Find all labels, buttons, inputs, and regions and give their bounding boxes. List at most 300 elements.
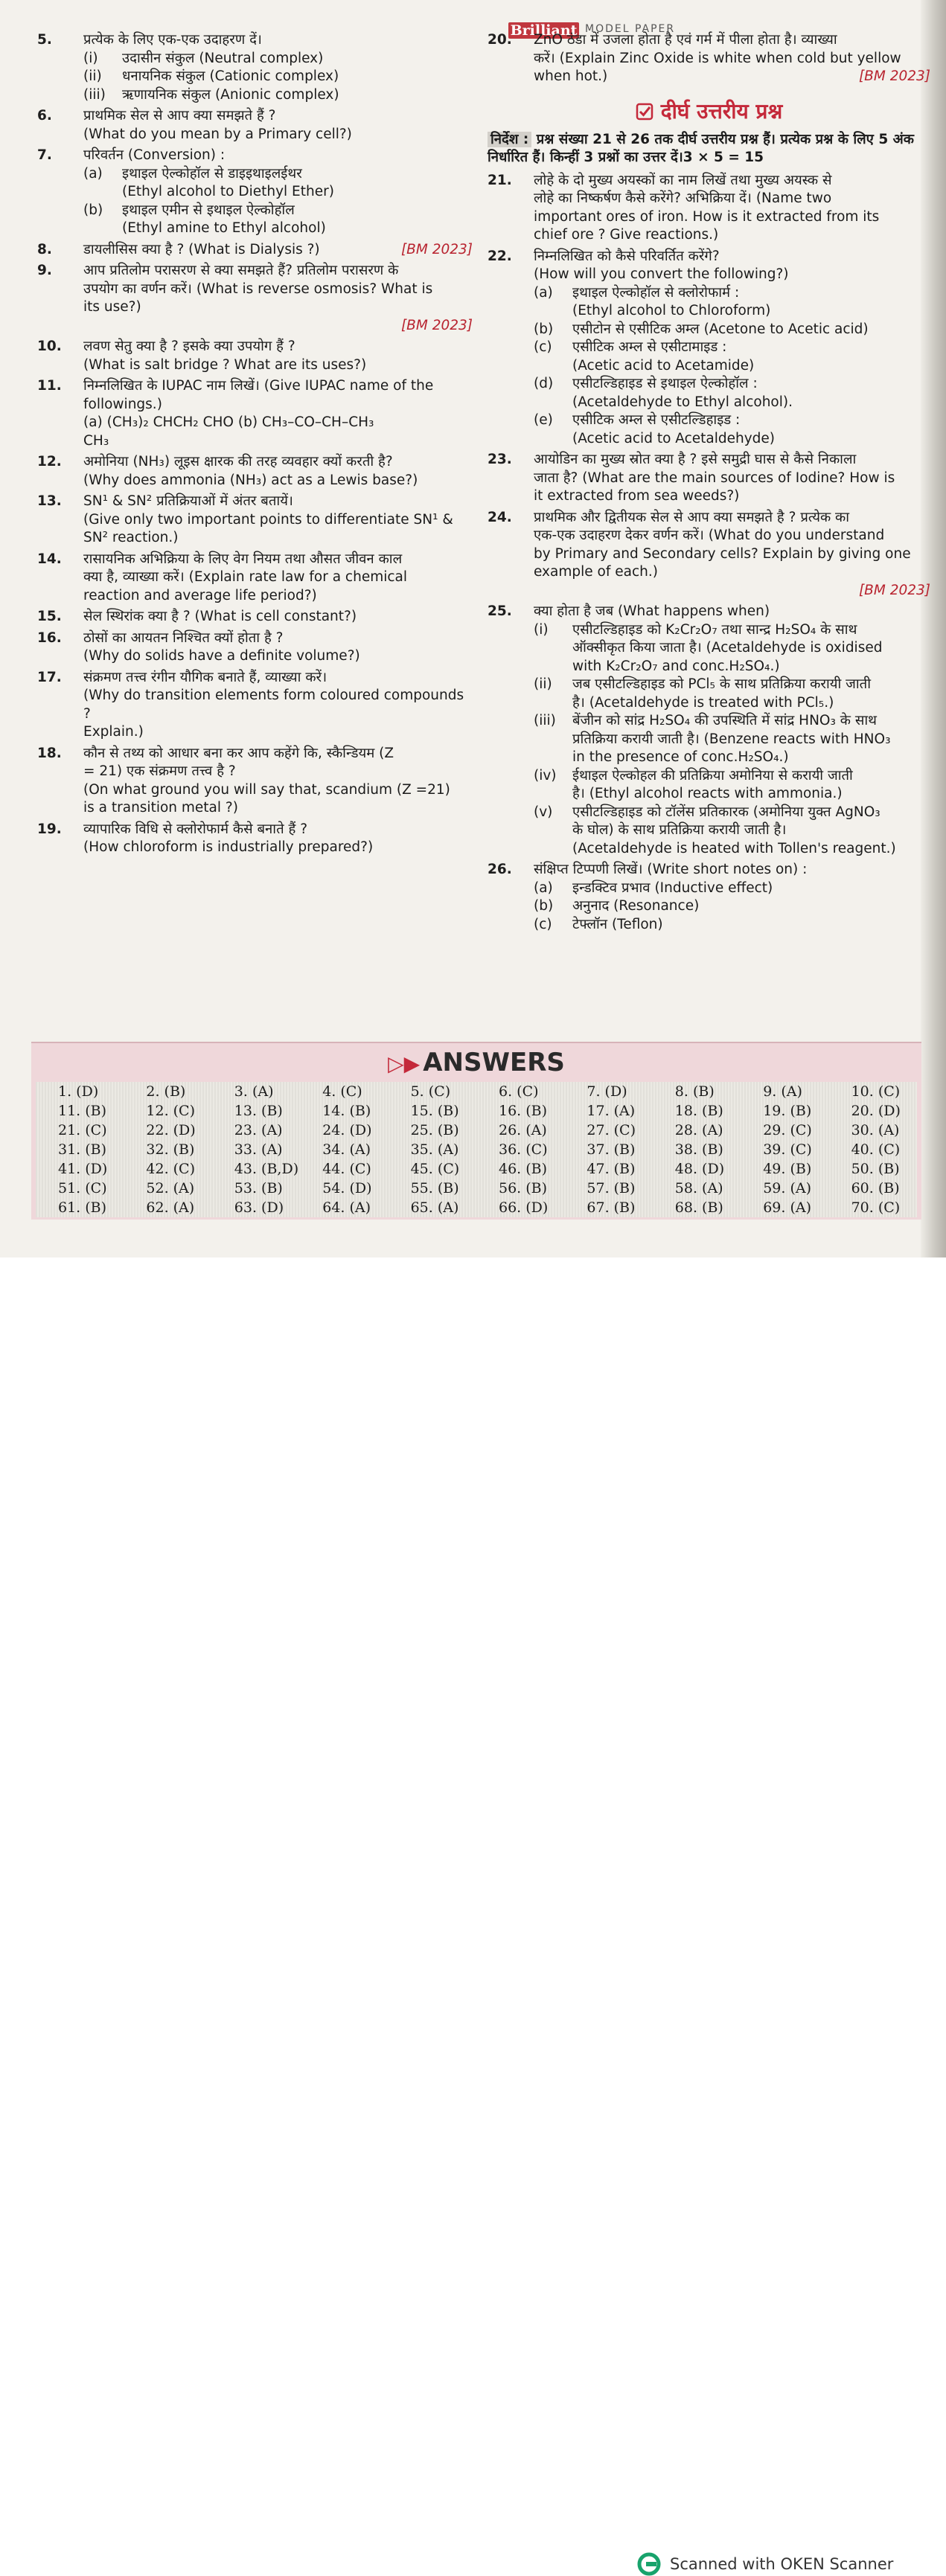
question-line: निम्नलिखित को कैसे परिवर्तित करेंगे? bbox=[534, 248, 720, 264]
sub-question-label: (v) bbox=[534, 804, 553, 820]
question-line: प्राथमिक सेल से आप क्या समझते हैं ? bbox=[83, 108, 276, 124]
answer-cell: 4. (C) bbox=[322, 1083, 362, 1100]
sub-question-line: धनायनिक संकुल (Cationic complex) bbox=[122, 68, 339, 84]
sub-question bbox=[534, 880, 930, 898]
sub-question bbox=[83, 68, 473, 86]
question-body bbox=[534, 172, 930, 245]
question-line: example of each.) bbox=[534, 564, 658, 580]
answer-cell: 33. (A) bbox=[234, 1141, 283, 1158]
answer-cell: 8. (B) bbox=[674, 1083, 715, 1100]
sub-question-label: (iii) bbox=[83, 86, 106, 103]
question-13 bbox=[37, 493, 473, 548]
sub-question-line: ईथाइल ऐल्कोहल की प्रतिक्रिया अमोनिया से करायी जाती bbox=[572, 767, 853, 784]
question-number: 18. bbox=[37, 745, 62, 761]
question-body bbox=[534, 509, 930, 600]
sub-question bbox=[83, 86, 473, 105]
question-body bbox=[83, 338, 473, 374]
sub-question-line: एसीटिक अम्ल से एसीटल्डिहाइड : bbox=[572, 412, 741, 428]
question-body bbox=[534, 451, 930, 506]
answer-cell: 22. (D) bbox=[146, 1122, 196, 1138]
sub-question bbox=[534, 411, 930, 448]
sub-question-line: (Acetaldehyde is heated with Tollen's reagent.) bbox=[572, 840, 896, 856]
answer-cell: 31. (B) bbox=[58, 1141, 107, 1158]
sub-question-label: (e) bbox=[534, 412, 553, 428]
question-number: 17. bbox=[37, 669, 62, 685]
question-21 bbox=[488, 172, 930, 245]
question-spacer bbox=[488, 934, 930, 937]
question-number: 20. bbox=[488, 32, 512, 48]
question-body bbox=[83, 669, 473, 742]
question-number: 26. bbox=[488, 862, 512, 877]
question-line: (Give only two important points to differentiate SN¹ & bbox=[83, 511, 453, 528]
sub-question-line: एसीटल्डिहाइड को K₂Cr₂O₇ तथा सान्द्र H₂SO₄ के साथ bbox=[572, 621, 857, 638]
sub-question-text bbox=[572, 676, 930, 712]
sub-question bbox=[534, 375, 930, 411]
answers-heading-text: ANSWERS bbox=[423, 1048, 565, 1077]
answer-cell: 1. (D) bbox=[58, 1083, 99, 1100]
header-brand-tag: Brilliant bbox=[508, 22, 579, 39]
sub-question-line: उदासीन संकुल (Neutral complex) bbox=[122, 50, 324, 66]
question-20 bbox=[488, 31, 930, 86]
sub-question-label: (iii) bbox=[534, 713, 556, 728]
sub-question-label: (c) bbox=[534, 339, 552, 355]
answers-grid bbox=[36, 1082, 917, 1217]
question-spacer bbox=[37, 857, 473, 860]
question-body bbox=[83, 262, 473, 335]
question-body bbox=[534, 603, 930, 858]
answer-cell: 30. (A) bbox=[851, 1122, 900, 1138]
answer-cell: 61. (B) bbox=[58, 1199, 107, 1216]
scanner-footer bbox=[0, 1257, 946, 2573]
question-line: व्यापारिक विधि से क्लोरोफार्म कैसे बनाते हैं ? bbox=[83, 821, 308, 837]
sub-question bbox=[534, 339, 930, 375]
sub-question-line: (Ethyl amine to Ethyl alcohol) bbox=[122, 220, 326, 236]
question-body bbox=[83, 377, 473, 450]
sub-question-text bbox=[122, 202, 473, 238]
direction-label: निर्देश : bbox=[488, 132, 531, 147]
question-body bbox=[534, 31, 930, 86]
left-column bbox=[37, 31, 473, 860]
question-body bbox=[83, 241, 473, 260]
sub-question-line: एसीटल्डिहाइड से इथाइल ऐल्कोहॉल : bbox=[572, 376, 758, 391]
sub-question-line: टेफ्लॉन (Teflon) bbox=[572, 916, 663, 932]
question-number: 16. bbox=[37, 629, 62, 646]
question-5 bbox=[37, 31, 473, 104]
question-line: कौन से तथ्य को आधार बना कर आप कहेंगे कि, स्कैन्डियम (Z bbox=[83, 745, 394, 761]
question-line: निम्नलिखित के IUPAC नाम लिखें। (Give IUPAC name of the bbox=[83, 378, 434, 394]
question-body bbox=[83, 551, 473, 606]
question-line: reaction and average life period?) bbox=[83, 587, 317, 603]
arrow-icon: ▷▶ bbox=[388, 1051, 421, 1076]
sub-question-line: प्रतिक्रिया करायी जाती है। (Benzene reacts with HNO₃ bbox=[572, 731, 891, 747]
question-7 bbox=[37, 147, 473, 238]
sub-question-label: (c) bbox=[534, 916, 552, 932]
long-answer-questions bbox=[488, 172, 930, 938]
sub-question-label: (ii) bbox=[534, 676, 552, 692]
question-line: (What is salt bridge ? What are its uses?) bbox=[83, 356, 367, 373]
sub-question-line: with K₂Cr₂O₇ and conc.H₂SO₄.) bbox=[572, 658, 780, 674]
answer-cell: 18. (B) bbox=[674, 1103, 723, 1119]
question-16 bbox=[37, 629, 473, 666]
answer-cell: 35. (A) bbox=[410, 1141, 459, 1158]
question-line: is a transition metal ?) bbox=[83, 800, 238, 816]
question-6 bbox=[37, 107, 473, 144]
question-line: (What do you mean by a Primary cell?) bbox=[83, 126, 352, 142]
sub-question-label: (iv) bbox=[534, 767, 557, 784]
answer-cell: 49. (B) bbox=[763, 1161, 812, 1177]
question-line: (On what ground you will say that, scandium (Z =21) bbox=[83, 781, 450, 798]
question-23 bbox=[488, 451, 930, 506]
answer-cell: 59. (A) bbox=[763, 1180, 811, 1196]
question-number: 6. bbox=[37, 108, 52, 124]
answer-cell: 27. (C) bbox=[587, 1122, 636, 1138]
sub-question-line: एसीटोन से एसीटिक अम्ल (Acetone to Acetic acid) bbox=[572, 321, 869, 337]
sub-question-label: (i) bbox=[83, 50, 98, 66]
question-line: परिवर्तन (Conversion) : bbox=[83, 147, 226, 163]
question-line: आप प्रतिलोम परासरण से क्या समझते हैं? प्रतिलोम परासरण के bbox=[83, 263, 399, 278]
question-line: SN¹ & SN² प्रतिक्रियाओं में अंतर बतायें। bbox=[83, 493, 293, 509]
sub-question bbox=[534, 897, 930, 916]
sub-question-line: इथाइल एमीन से इथाइल ऐल्कोहॉल bbox=[122, 202, 295, 218]
question-body bbox=[534, 861, 930, 934]
board-reference: [BM 2023] bbox=[400, 241, 473, 257]
sub-question bbox=[83, 165, 473, 202]
question-line: CH₃ bbox=[83, 432, 109, 449]
answer-cell: 13. (B) bbox=[234, 1103, 283, 1119]
sub-question-text bbox=[122, 165, 473, 202]
answer-cell: 10. (C) bbox=[851, 1083, 901, 1100]
sub-question bbox=[83, 50, 473, 68]
question-number: 12. bbox=[37, 454, 62, 470]
question-body bbox=[83, 608, 473, 627]
question-line: रासायनिक अभिक्रिया के लिए वेग नियम तथा औसत जीवन काल bbox=[83, 551, 403, 567]
board-reference: [BM 2023] bbox=[858, 582, 930, 598]
answer-cell: 69. (A) bbox=[763, 1199, 811, 1216]
answer-cell: 48. (D) bbox=[674, 1161, 725, 1177]
answer-cell: 54. (D) bbox=[322, 1180, 372, 1196]
question-number: 19. bbox=[37, 821, 62, 837]
sub-question-label: (b) bbox=[534, 898, 554, 914]
section-title bbox=[488, 98, 930, 125]
question-line: संक्रमण तत्त्व रंगीन यौगिक बनाते हैं, व्याख्या करें। bbox=[83, 669, 327, 685]
question-line: = 21) एक संक्रमण तत्त्व है ? bbox=[83, 763, 236, 779]
answer-cell: 47. (B) bbox=[587, 1161, 636, 1177]
question-line bbox=[534, 68, 930, 86]
question-line: करें। (Explain Zinc Oxide is white when cold but yellow bbox=[534, 50, 901, 66]
sub-question-line: एसीटिक अम्ल से एसीटामाइड : bbox=[572, 339, 727, 355]
question-number: 13. bbox=[37, 493, 62, 509]
question-line: its use?) bbox=[83, 299, 141, 315]
question-line-text: when hot.) bbox=[534, 68, 608, 84]
answers-heading bbox=[31, 1046, 921, 1079]
question-line: लवण सेतु क्या है ? इसके क्या उपयोग हैं ? bbox=[83, 339, 295, 354]
answer-cell: 56. (B) bbox=[499, 1180, 548, 1196]
question-number: 10. bbox=[37, 339, 62, 354]
question-body bbox=[83, 453, 473, 490]
sub-question-line: के घोल) के साथ प्रतिक्रिया करायी जाती है। bbox=[572, 822, 787, 838]
question-line: important ores of iron. How is it extracted from its bbox=[534, 208, 880, 225]
sub-question bbox=[534, 712, 930, 767]
question-line: आयोडिन का मुख्य स्रोत क्या है ? इसे समुद्री घास से कैसे निकाला bbox=[534, 452, 857, 467]
question-line: एक-एक उदाहरण देकर वर्णन करें। (What do you understand bbox=[534, 528, 885, 543]
question-12 bbox=[37, 453, 473, 490]
question-line: जाता है? (What are the main sources of Iodine? How is bbox=[534, 470, 895, 486]
answer-cell: 55. (B) bbox=[410, 1180, 459, 1196]
question-10 bbox=[37, 338, 473, 374]
answer-cell: 25. (B) bbox=[410, 1122, 459, 1138]
answer-cell: 68. (B) bbox=[674, 1199, 723, 1216]
answer-cell: 3. (A) bbox=[234, 1083, 274, 1100]
sub-question-line: बेंजीन को सांद्र H₂SO₄ की उपस्थिति में सांद्र HNO₃ के साथ bbox=[572, 713, 877, 728]
sub-question-line: ऋणायनिक संकुल (Anionic complex) bbox=[122, 86, 339, 103]
sub-question-line: एसीटल्डिहाइड को टॉलेंस प्रतिकारक (अमोनिया युक्त AgNO₃ bbox=[572, 804, 881, 820]
question-body bbox=[83, 493, 473, 548]
question-number: 11. bbox=[37, 378, 62, 394]
sub-question-line: (Ethyl alcohol to Diethyl Ether) bbox=[122, 184, 334, 199]
question-number: 25. bbox=[488, 603, 512, 619]
answer-cell: 5. (C) bbox=[410, 1083, 451, 1100]
board-reference: [BM 2023] bbox=[400, 317, 473, 333]
question-15 bbox=[37, 608, 473, 627]
question-24 bbox=[488, 509, 930, 600]
answer-cell: 32. (B) bbox=[146, 1141, 195, 1158]
question-line: अमोनिया (NH₃) लूइस क्षारक की तरह व्यवहार क्यों करती है? bbox=[83, 454, 393, 470]
sub-question-label: (a) bbox=[83, 165, 103, 182]
sub-question-line: in the presence of conc.H₂SO₄.) bbox=[572, 749, 789, 765]
question-number: 15. bbox=[37, 609, 62, 624]
sub-question-label: (a) bbox=[534, 880, 553, 896]
direction-note bbox=[488, 131, 930, 167]
answer-cell: 12. (C) bbox=[146, 1103, 196, 1119]
question-line: लोहे का निष्कर्षण कैसे करेंगे? अभिक्रिया दें। (Name two bbox=[534, 190, 832, 206]
sub-question bbox=[534, 916, 930, 935]
answer-cell: 43. (B,D) bbox=[234, 1161, 299, 1177]
question-25 bbox=[488, 603, 930, 858]
answer-cell: 52. (A) bbox=[146, 1180, 195, 1196]
answer-cell: 45. (C) bbox=[410, 1161, 460, 1177]
question-line: followings.) bbox=[83, 396, 162, 412]
answer-cell: 39. (C) bbox=[763, 1141, 812, 1158]
question-body bbox=[83, 147, 473, 238]
sub-question-text bbox=[572, 880, 930, 898]
answer-cell: 37. (B) bbox=[587, 1141, 636, 1158]
answer-cell: 15. (B) bbox=[410, 1103, 459, 1119]
question-number: 22. bbox=[488, 248, 512, 264]
sub-question-label: (b) bbox=[83, 202, 103, 218]
question-26 bbox=[488, 861, 930, 934]
answer-cell: 65. (A) bbox=[410, 1199, 459, 1216]
sub-question-text bbox=[572, 411, 930, 448]
sub-question-text bbox=[572, 375, 930, 411]
answer-cell: 66. (D) bbox=[499, 1199, 549, 1216]
question-line: (How will you convert the following?) bbox=[534, 266, 789, 282]
sub-question-line: इथाइल ऐल्कोहॉल से डाइइथाइलईथर bbox=[122, 165, 302, 182]
answer-cell: 57. (B) bbox=[587, 1180, 636, 1196]
question-body bbox=[534, 248, 930, 449]
right-column bbox=[488, 31, 930, 937]
sub-question bbox=[534, 321, 930, 339]
question-body bbox=[83, 745, 473, 818]
scanner-logo-icon bbox=[637, 2552, 661, 2576]
sub-question-line: जब एसीटल्डिहाइड को PCl₅ के साथ प्रतिक्रिया करायी जाती bbox=[572, 676, 872, 692]
sub-question bbox=[534, 767, 930, 804]
question-9 bbox=[37, 262, 473, 335]
question-line: प्रत्येक के लिए एक-एक उदाहरण दें। bbox=[83, 32, 262, 48]
answer-cell: 62. (A) bbox=[146, 1199, 195, 1216]
answer-cell: 7. (D) bbox=[587, 1083, 627, 1100]
answer-cell: 29. (C) bbox=[763, 1122, 812, 1138]
question-body bbox=[83, 821, 473, 857]
sub-question bbox=[83, 202, 473, 238]
question-19 bbox=[37, 821, 473, 857]
question-line: (Why do transition elements form coloured compounds ? bbox=[83, 688, 464, 722]
answer-cell: 40. (C) bbox=[851, 1141, 901, 1158]
question-22 bbox=[488, 248, 930, 449]
answer-cell: 28. (A) bbox=[674, 1122, 723, 1138]
question-17 bbox=[37, 669, 473, 742]
sub-question-text bbox=[122, 50, 473, 68]
sub-question-line: (Acetaldehyde to Ethyl alcohol). bbox=[572, 394, 793, 410]
answer-cell: 9. (A) bbox=[763, 1083, 802, 1100]
answer-cell: 50. (B) bbox=[851, 1161, 900, 1177]
board-reference: [BM 2023] bbox=[858, 68, 930, 84]
question-line: (Why do solids have a definite volume?) bbox=[83, 648, 360, 664]
question-line: ZnO ठंडा में उजला होता है एवं गर्म में पीला होता है। व्याख्या bbox=[534, 32, 837, 48]
answer-cell: 14. (B) bbox=[322, 1103, 371, 1119]
sub-question-label: (i) bbox=[534, 621, 549, 638]
question-number: 8. bbox=[37, 241, 52, 257]
sub-question bbox=[534, 804, 930, 859]
question-line: it extracted from sea weeds?) bbox=[534, 488, 740, 504]
question-line bbox=[83, 241, 473, 260]
answer-cell: 20. (D) bbox=[851, 1103, 901, 1119]
question-number: 5. bbox=[37, 32, 52, 48]
question-number: 7. bbox=[37, 147, 52, 163]
question-body bbox=[83, 31, 473, 104]
sub-question-line: है। (Acetaldehyde is treated with PCl₅.) bbox=[572, 694, 834, 711]
answer-cell: 19. (B) bbox=[763, 1103, 812, 1119]
sub-question-label: (b) bbox=[534, 321, 554, 337]
direction-text: प्रश्न संख्या 21 से 26 तक दीर्घ उत्तरीय प्रश्न हैं। प्रत्येक प्रश्न के लिए 5 अंक निर्धारित हैं। किन्हीं 3 प्रश्नों का उत्तर दें।3 × 5 = 15 bbox=[488, 131, 915, 165]
question-body bbox=[83, 629, 473, 666]
sub-question-label: (d) bbox=[534, 376, 554, 391]
answer-cell: 63. (D) bbox=[234, 1199, 284, 1216]
sub-question-text bbox=[572, 767, 930, 804]
answer-cell: 17. (A) bbox=[587, 1103, 636, 1119]
question-line: chief ore ? Give reactions.) bbox=[534, 227, 719, 243]
question-number: 21. bbox=[488, 172, 512, 188]
question-number: 9. bbox=[37, 263, 52, 278]
sub-question-label: (a) bbox=[534, 284, 553, 301]
answer-cell: 24. (D) bbox=[322, 1122, 372, 1138]
question-line: क्या होता है जब (What happens when) bbox=[534, 603, 770, 619]
sub-question-text bbox=[572, 804, 930, 859]
question-line: ठोसों का आयतन निश्चित क्यों होता है ? bbox=[83, 629, 284, 646]
question-body bbox=[83, 107, 473, 144]
answer-cell: 26. (A) bbox=[499, 1122, 547, 1138]
question-line: (Why does ammonia (NH₃) act as a Lewis base?) bbox=[83, 472, 418, 488]
answer-cell: 36. (C) bbox=[499, 1141, 548, 1158]
sub-question-line: (Ethyl alcohol to Chloroform) bbox=[572, 303, 771, 318]
sub-question-text bbox=[572, 321, 930, 339]
scanner-brand bbox=[637, 2552, 893, 2576]
sub-question-line: ऑक्सीकृत किया जाता है। (Acetaldehyde is oxidised bbox=[572, 640, 883, 656]
answers-panel bbox=[31, 1042, 921, 1220]
answer-cell: 23. (A) bbox=[234, 1122, 283, 1138]
question-number: 23. bbox=[488, 452, 512, 467]
sub-question bbox=[534, 676, 930, 712]
sub-question-text bbox=[572, 897, 930, 916]
question-number: 24. bbox=[488, 509, 512, 525]
question-line: (How chloroform is industrially prepared?) bbox=[83, 839, 374, 855]
answer-cell: 58. (A) bbox=[674, 1180, 723, 1196]
answer-cell: 11. (B) bbox=[58, 1103, 107, 1119]
sub-question-text bbox=[572, 284, 930, 321]
question-line: SN² reaction.) bbox=[83, 530, 179, 545]
checkbox-tick-icon bbox=[636, 103, 653, 121]
question-line: क्या है, व्याख्या करें। (Explain rate law for a chemical bbox=[83, 569, 408, 585]
answer-cell: 2. (B) bbox=[146, 1083, 186, 1100]
answer-cell: 70. (C) bbox=[851, 1199, 901, 1216]
question-line: (a) (CH₃)₂ CHCH₂ CHO (b) CH₃–CO–CH–CH₃ bbox=[83, 414, 374, 430]
question-18 bbox=[37, 745, 473, 818]
sub-question-line: (Acetic acid to Acetaldehyde) bbox=[572, 430, 776, 446]
scanner-text: Scanned with OKEN Scanner bbox=[670, 2555, 894, 2573]
sub-question-text bbox=[122, 86, 473, 105]
question-line: लोहे के दो मुख्य अयस्कों का नाम लिखें तथा मुख्य अयस्क से bbox=[534, 172, 832, 188]
question-8 bbox=[37, 241, 473, 260]
question-line: by Primary and Secondary cells? Explain by giving one bbox=[534, 545, 911, 562]
answer-cell: 6. (C) bbox=[499, 1083, 539, 1100]
sub-question-text bbox=[572, 712, 930, 767]
answer-cell: 44. (C) bbox=[322, 1161, 371, 1177]
answer-cell: 46. (B) bbox=[499, 1161, 548, 1177]
sub-question-text bbox=[572, 339, 930, 375]
sub-question-line: (Acetic acid to Acetamide) bbox=[572, 357, 755, 374]
answer-cell: 53. (B) bbox=[234, 1180, 283, 1196]
sub-question-line: है। (Ethyl alcohol reacts with ammonia.) bbox=[572, 786, 843, 801]
sub-question bbox=[534, 284, 930, 321]
sub-question bbox=[534, 621, 930, 676]
sub-question-line: इथाइल ऐल्कोहॉल से क्लोरोफार्म : bbox=[572, 284, 740, 301]
answer-cell: 34. (A) bbox=[322, 1141, 371, 1158]
question-line: संक्षिप्त टिप्पणी लिखें। (Write short notes on) : bbox=[534, 862, 808, 877]
answer-cell: 41. (D) bbox=[58, 1161, 108, 1177]
header-running-title: MODEL PAPER bbox=[585, 23, 676, 35]
sub-question-text bbox=[122, 68, 473, 86]
answer-cell: 21. (C) bbox=[58, 1122, 107, 1138]
answer-cell: 16. (B) bbox=[499, 1103, 548, 1119]
answer-cell: 38. (B) bbox=[674, 1141, 723, 1158]
question-line: उपयोग का वर्णन करें। (What is reverse osmosis? What is bbox=[83, 281, 433, 297]
answer-cell: 51. (C) bbox=[58, 1180, 107, 1196]
section-title-text: दीर्घ उत्तरीय प्रश्न bbox=[660, 98, 783, 124]
sub-question-line: अनुनाद (Resonance) bbox=[572, 898, 700, 914]
sub-question-text bbox=[572, 916, 930, 935]
question-line: Explain.) bbox=[83, 724, 144, 740]
question-line: सेल स्थिरांक क्या है ? (What is cell constant?) bbox=[83, 609, 357, 624]
answer-cell: 60. (B) bbox=[851, 1180, 900, 1196]
sub-question-line: इन्डक्टिव प्रभाव (Inductive effect) bbox=[572, 880, 773, 896]
answer-cell: 67. (B) bbox=[587, 1199, 636, 1216]
sub-question-label: (ii) bbox=[83, 68, 102, 84]
question-number: 14. bbox=[37, 551, 62, 567]
question-11 bbox=[37, 377, 473, 450]
sub-question-text bbox=[572, 621, 930, 676]
answer-cell: 64. (A) bbox=[322, 1199, 371, 1216]
question-line-text: डायलीसिस क्या है ? (What is Dialysis ?) bbox=[83, 241, 320, 257]
question-line: प्राथमिक और द्वितीयक सेल से आप क्या समझते है ? प्रत्येक का bbox=[534, 509, 850, 525]
